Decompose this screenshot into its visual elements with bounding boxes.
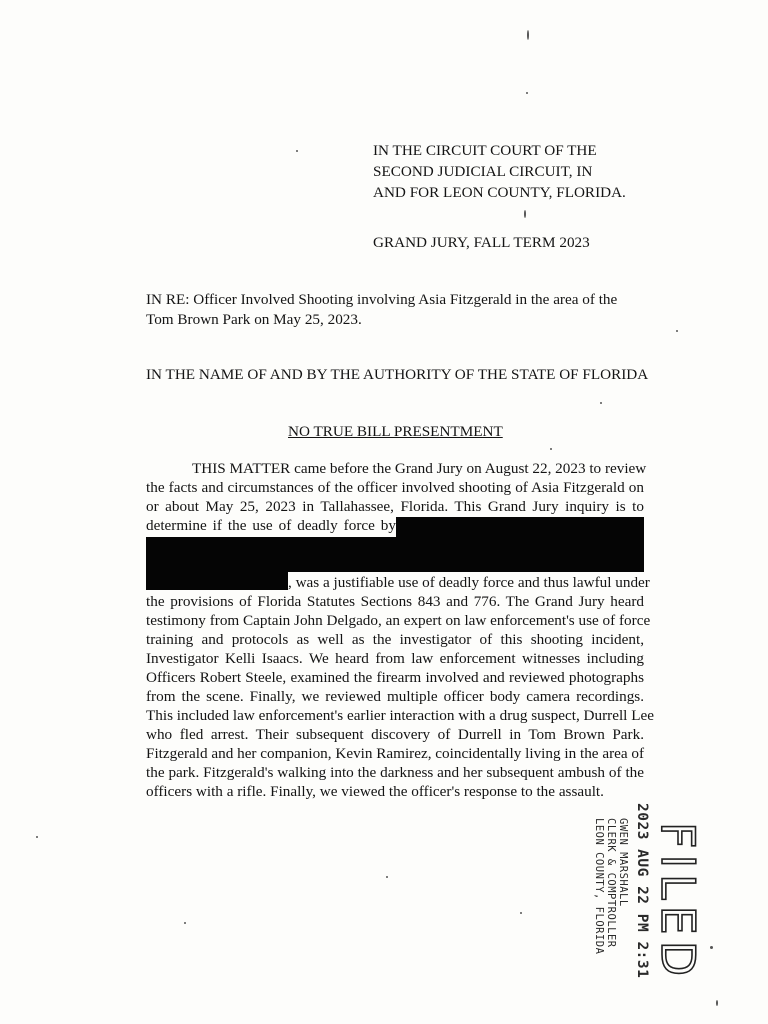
filed-stamp-word: FILED (651, 822, 705, 983)
court-caption-line: IN THE CIRCUIT COURT OF THE (373, 142, 597, 159)
body-line: or about May 25, 2023 in Tallahassee, Florida. This Grand Jury inquiry is to (146, 498, 644, 515)
scan-artifact (527, 30, 529, 40)
body-line: determine if the use of deadly force by (146, 517, 396, 534)
authority-statement: IN THE NAME OF AND BY THE AUTHORITY OF THE STATE OF FLORIDA (146, 366, 649, 383)
body-line: Investigator Kelli Isaacs. We heard from law enforcement witnesses including (146, 650, 644, 667)
scan-artifact (710, 946, 713, 949)
scan-artifact (676, 330, 678, 332)
court-caption-line: SECOND JUDICIAL CIRCUIT, IN (373, 163, 593, 180)
body-line: the provisions of Florida Statutes Sections 843 and 776. The Grand Jury heard (146, 593, 644, 610)
filed-stamp-clerk-line: CLERK & COMPTROLLER (605, 818, 617, 948)
scan-artifact (296, 150, 298, 152)
filed-stamp-clerk-line: LEON COUNTY, FLORIDA (593, 818, 605, 955)
body-line: testimony from Captain John Delgado, an expert on law enforcement's use of force (146, 612, 651, 629)
body-line: , was a justifiable use of deadly force and thus lawful under (288, 574, 650, 591)
scan-artifact (386, 876, 388, 878)
scan-artifact (526, 92, 528, 94)
scan-artifact (520, 912, 522, 914)
body-line: Officers Robert Steele, examined the firearm involved and reviewed photographs (146, 669, 644, 686)
redaction-bar (146, 537, 644, 572)
scan-artifact (524, 210, 526, 218)
body-line: This included law enforcement's earlier interaction with a drug suspect, Durrell Lee (146, 707, 654, 724)
body-line: Fitzgerald and her companion, Kevin Ramirez, coincidentally living in the area of (146, 745, 645, 762)
scan-artifact (550, 448, 552, 450)
redaction-bar (146, 572, 288, 590)
grand-jury-term: GRAND JURY, FALL TERM 2023 (373, 234, 590, 251)
court-caption-line: AND FOR LEON COUNTY, FLORIDA. (373, 184, 626, 201)
body-line: from the scene. Finally, we reviewed multiple officer body camera recordings. (146, 688, 644, 705)
scan-artifact (184, 922, 186, 924)
scan-artifact (716, 1000, 718, 1006)
filed-stamp-date: 2023 AUG 22 PM 2:31 (634, 803, 650, 979)
body-line: the facts and circumstances of the officer involved shooting of Asia Fitzgerald on (146, 479, 644, 496)
body-line: THIS MATTER came before the Grand Jury on August 22, 2023 to review (192, 460, 647, 477)
filed-stamp-clerk-line: GWEN MARSHALL (617, 818, 629, 907)
body-line: who fled arrest. Their subsequent discovery of Durrell in Tom Brown Park. (146, 726, 644, 743)
document-heading: NO TRUE BILL PRESENTMENT (288, 423, 503, 440)
body-line: officers with a rifle. Finally, we viewed the officer's response to the assault. (146, 783, 604, 800)
scan-artifact (36, 836, 38, 838)
redaction-bar (396, 517, 644, 537)
court-caption (373, 140, 626, 203)
body-line: the park. Fitzgerald's walking into the darkness and her subsequent ambush of the (146, 764, 644, 781)
in-re-statement: IN RE: Officer Involved Shooting involving Asia Fitzgerald in the area of the Tom Brown Park on May 25, 2023. (146, 291, 618, 328)
body-line: training and protocols as well as the investigator of this shooting incident, (146, 631, 644, 648)
scan-artifact (600, 402, 602, 404)
